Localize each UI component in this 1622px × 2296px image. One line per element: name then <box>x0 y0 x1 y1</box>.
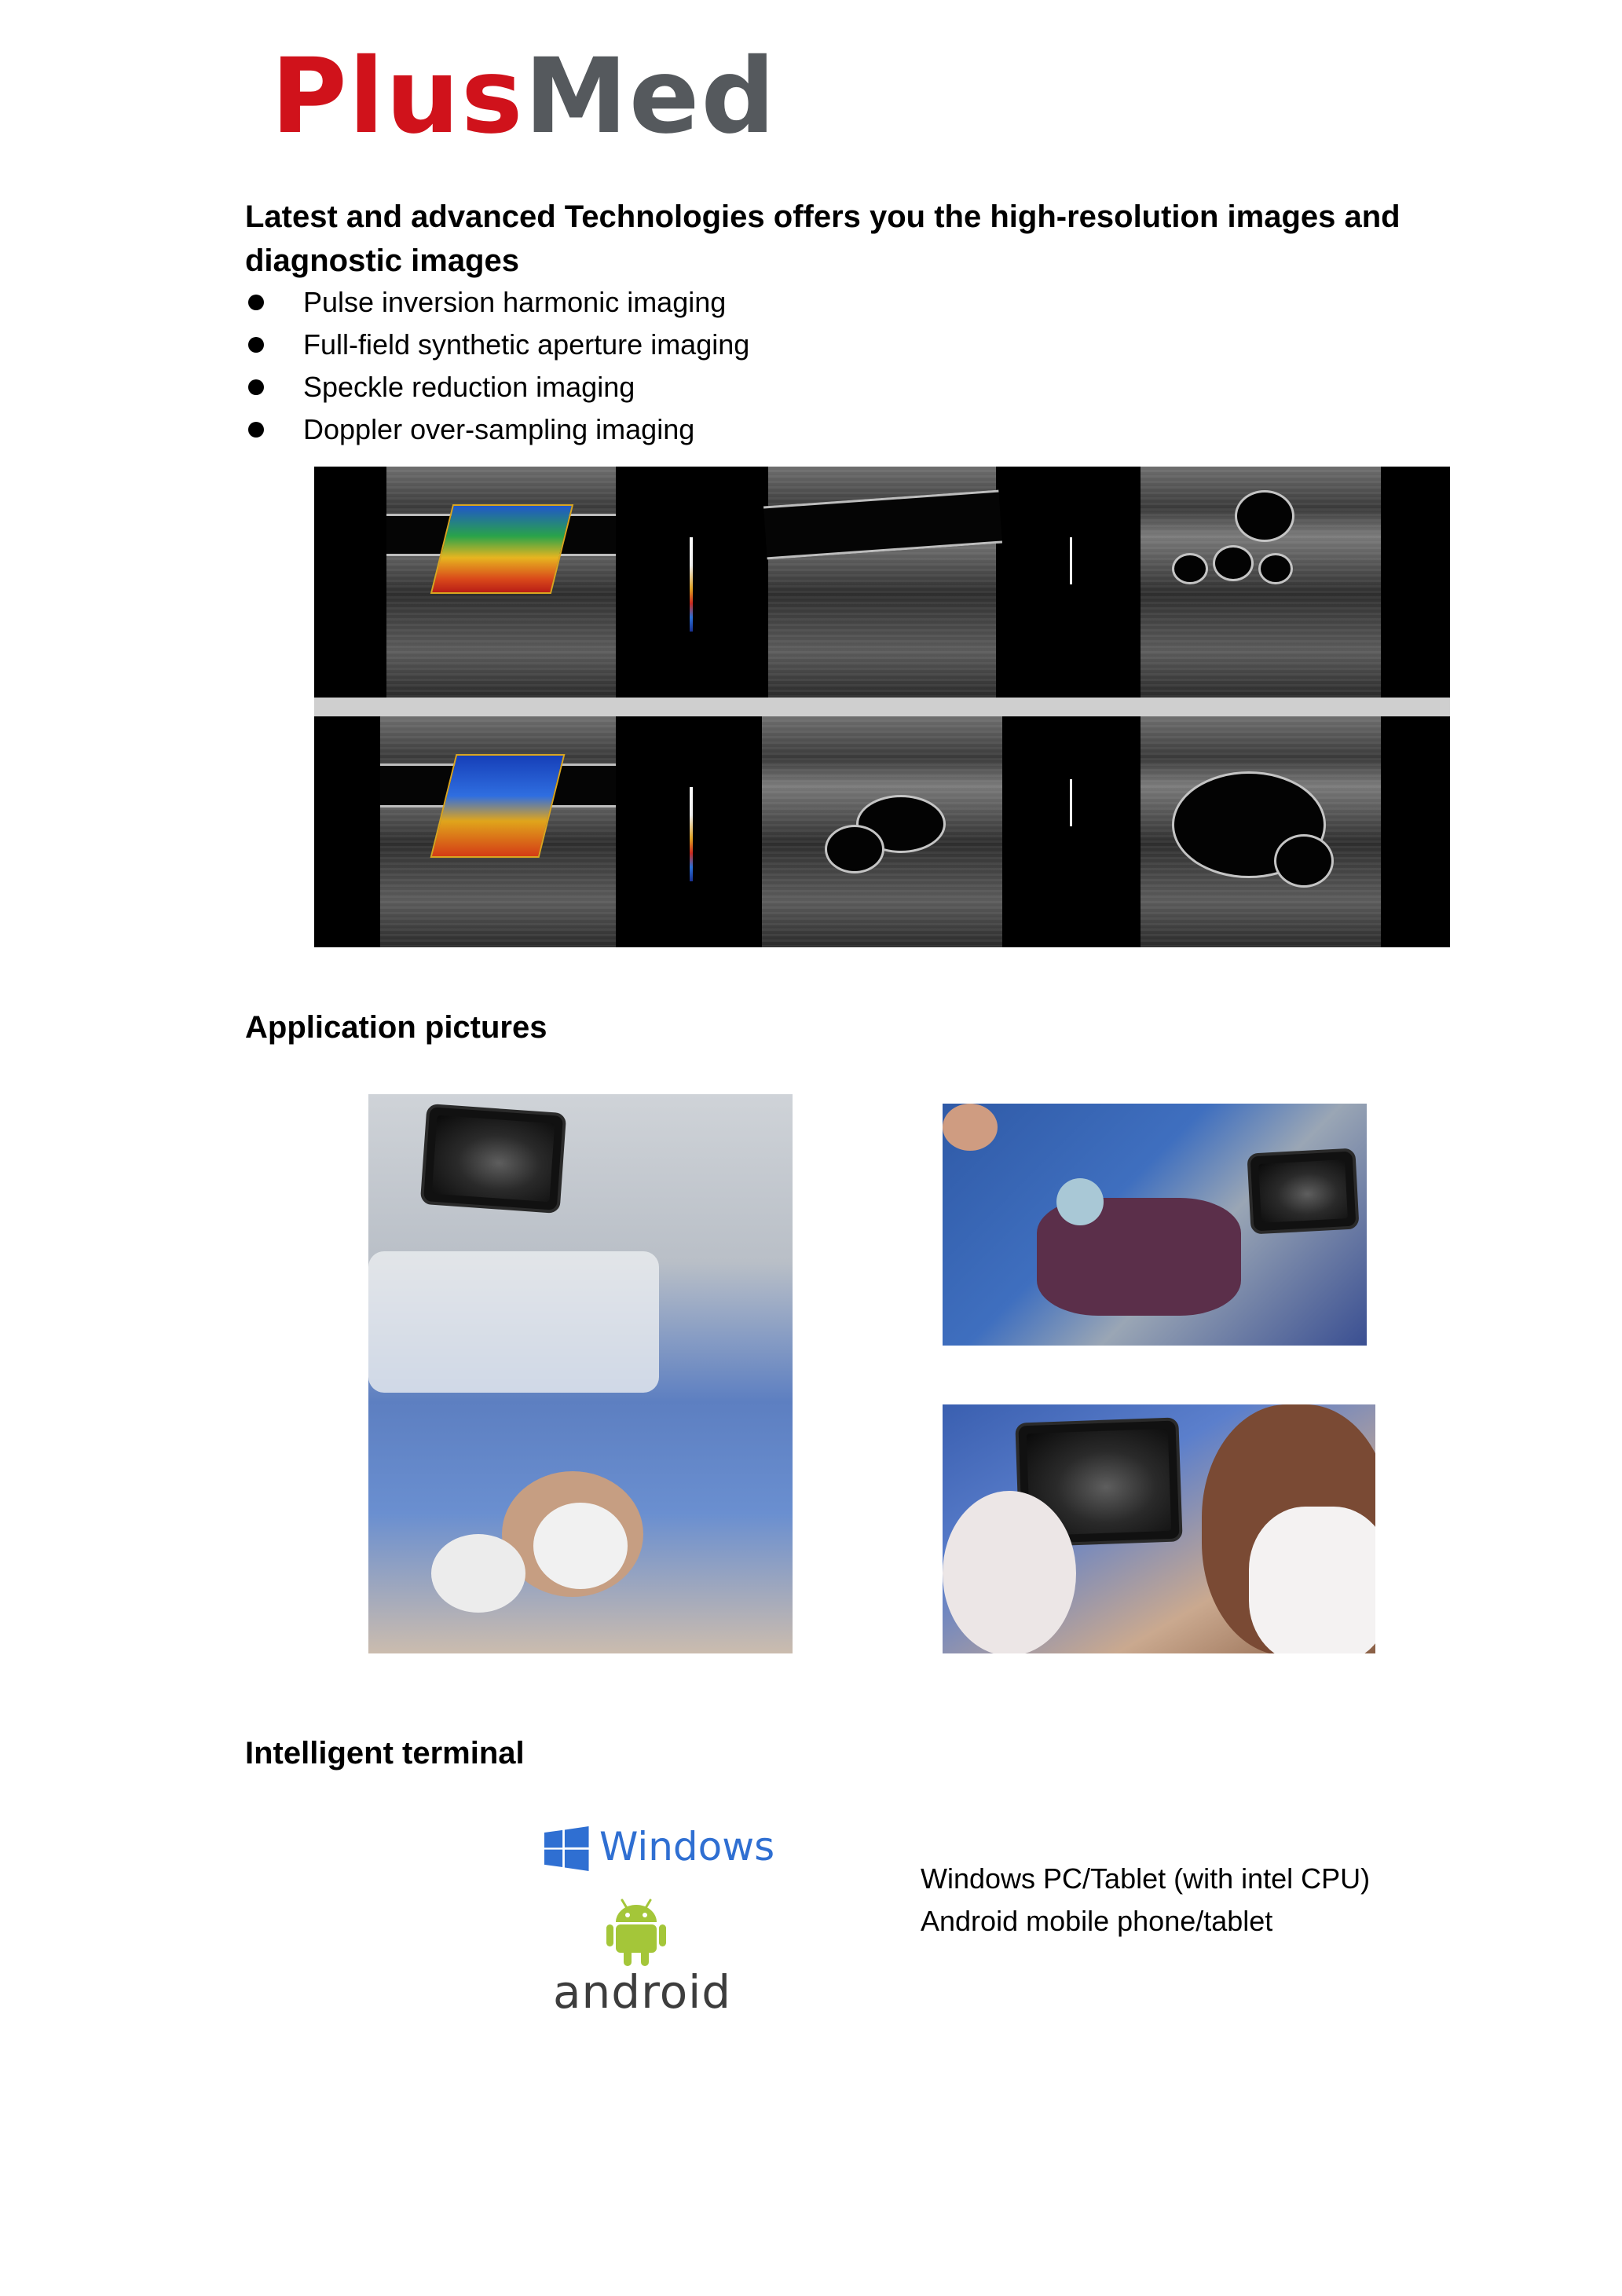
nodule <box>1172 553 1208 584</box>
vessel-lumen <box>763 490 1002 560</box>
logo-part-plus: Plus <box>271 36 525 157</box>
application-heading: Application pictures <box>245 1010 547 1045</box>
color-scale-bar <box>690 787 693 881</box>
logo-part-med: Med <box>524 36 777 157</box>
patient-sleeve <box>943 1491 1076 1653</box>
tablet-device <box>420 1104 566 1214</box>
plusmed-logo <box>271 36 777 157</box>
ultrasound-image-doppler <box>380 716 616 947</box>
bullet-dot-icon <box>248 422 264 438</box>
technology-list <box>245 281 749 451</box>
ultrasound-row <box>314 467 1450 698</box>
list-item <box>245 408 749 451</box>
list-item-label: Full-field synthetic aperture imaging <box>303 328 750 361</box>
ultrasound-image-large-cyst <box>1141 716 1381 947</box>
color-flow-box <box>430 504 573 594</box>
clinician <box>943 1104 998 1151</box>
nodule <box>1235 490 1294 542</box>
application-photo-scanning <box>943 1404 1375 1653</box>
color-scale-bar <box>690 537 693 632</box>
technology-heading: Latest and advanced Technologies offers you the high-resolution images and diagnostic images <box>245 200 1400 278</box>
ultrasound-image-grid <box>314 467 1450 947</box>
windows-logo-text: Windows <box>599 1824 775 1869</box>
list-item-label: Pulse inversion harmonic imaging <box>303 286 727 318</box>
list-item-label: Doppler over-sampling imaging <box>303 413 695 445</box>
terminal-line: Windows PC/Tablet (with intel CPU) <box>921 1862 1371 1895</box>
cyst <box>1274 834 1334 888</box>
nodule <box>1213 545 1254 581</box>
cyst <box>825 825 884 873</box>
bullet-dot-icon <box>248 295 264 310</box>
terminal-line: Android mobile phone/tablet <box>921 1905 1273 1937</box>
bullet-dot-icon <box>248 337 264 353</box>
terminal-compatibility-list <box>921 1858 1370 1943</box>
application-photo-bedside <box>943 1104 1367 1346</box>
gloved-hand <box>431 1534 525 1613</box>
tablet-device <box>1247 1148 1359 1234</box>
bullet-dot-icon <box>248 379 264 395</box>
android-logo-text: android <box>553 1965 732 2019</box>
scale-marker <box>1070 537 1072 584</box>
patient-face <box>1056 1178 1104 1225</box>
windows-logo-icon <box>544 1826 589 1871</box>
scale-marker <box>1070 779 1072 826</box>
ultrasound-image-nodules <box>1141 467 1381 698</box>
list-item <box>245 281 749 324</box>
list-item-label: Speckle reduction imaging <box>303 371 635 403</box>
application-photo-procedure <box>368 1094 793 1653</box>
ultrasound-image-cysts <box>762 716 1002 947</box>
gloved-hand <box>533 1503 628 1589</box>
equipment-cover <box>368 1251 659 1393</box>
list-item <box>245 366 749 408</box>
clinician-coat <box>1249 1507 1375 1653</box>
ultrasound-image-doppler <box>386 467 616 698</box>
ultrasound-row <box>314 716 1450 947</box>
terminal-heading: Intelligent terminal <box>245 1736 525 1771</box>
nodule <box>1258 553 1293 584</box>
list-item <box>245 324 749 366</box>
ultrasound-image-vessel <box>768 467 996 698</box>
android-robot-icon <box>605 1897 668 1968</box>
